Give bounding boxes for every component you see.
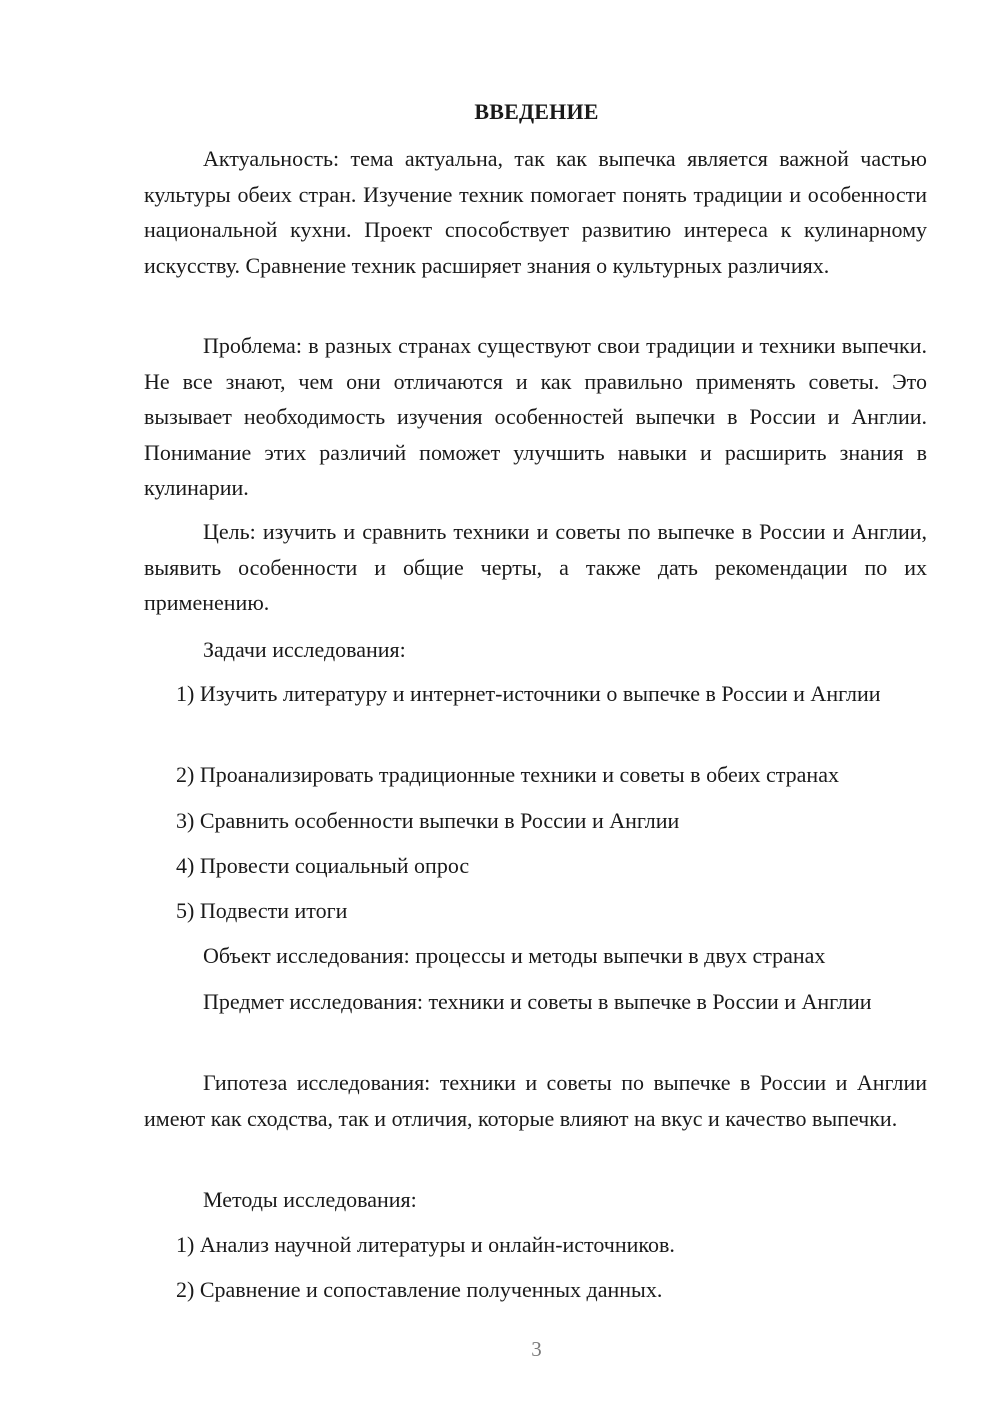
section-heading: ВВЕДЕНИЕ [474, 99, 599, 124]
task-item-1: 1) Изучить литературу и интернет-источники о выпечке в России и Англии [176, 681, 881, 706]
task-item-5: 5) Подвести итоги [176, 898, 348, 923]
object-paragraph: Объект исследования: процессы и методы выпечки в двух странах [203, 943, 826, 968]
problem-paragraph: Проблема: в разных странах существуют свои традиции и техники выпечки. Не все знают, чем они отличаются и как правильно применять советы. Это вызывает необходимость изучения особенностей выпечки в России и Англии. Понимание этих различий поможет улучшить навыки и расширить знания в кулинарии. [144, 333, 927, 500]
method-item-2: 2) Сравнение и сопоставление полученных данных. [176, 1277, 663, 1302]
subject-paragraph: Предмет исследования: техники и советы в выпечке в России и Англии [203, 989, 872, 1014]
relevance-paragraph: Актуальность: тема актуальна, так как выпечка является важной частью культуры обеих стран. Изучение техник помогает понять традиции и особенности национальной кухни. Проект способствует развитию интереса к кулинарному искусству. Сравнение техник расширяет знания о культурных различиях. [144, 146, 927, 278]
goal-paragraph: Цель: изучить и сравнить техники и советы по выпечке в России и Англии, выявить особенности и общие черты, а также дать рекомендации по их применению. [144, 519, 927, 615]
methods-heading: Методы исследования: [203, 1187, 417, 1212]
task-item-4: 4) Провести социальный опрос [176, 853, 470, 878]
task-item-3: 3) Сравнить особенности выпечки в России и Англии [176, 808, 680, 833]
method-item-1: 1) Анализ научной литературы и онлайн-источников. [176, 1232, 675, 1257]
tasks-heading: Задачи исследования: [203, 637, 406, 662]
hypothesis-paragraph: Гипотеза исследования: техники и советы по выпечке в России и Англии имеют как сходства, так и отличия, которые влияют на вкус и качество выпечки. [144, 1070, 927, 1131]
page-number: 3 [531, 1337, 542, 1361]
task-item-2: 2) Проанализировать традиционные техники и советы в обеих странах [176, 762, 839, 787]
